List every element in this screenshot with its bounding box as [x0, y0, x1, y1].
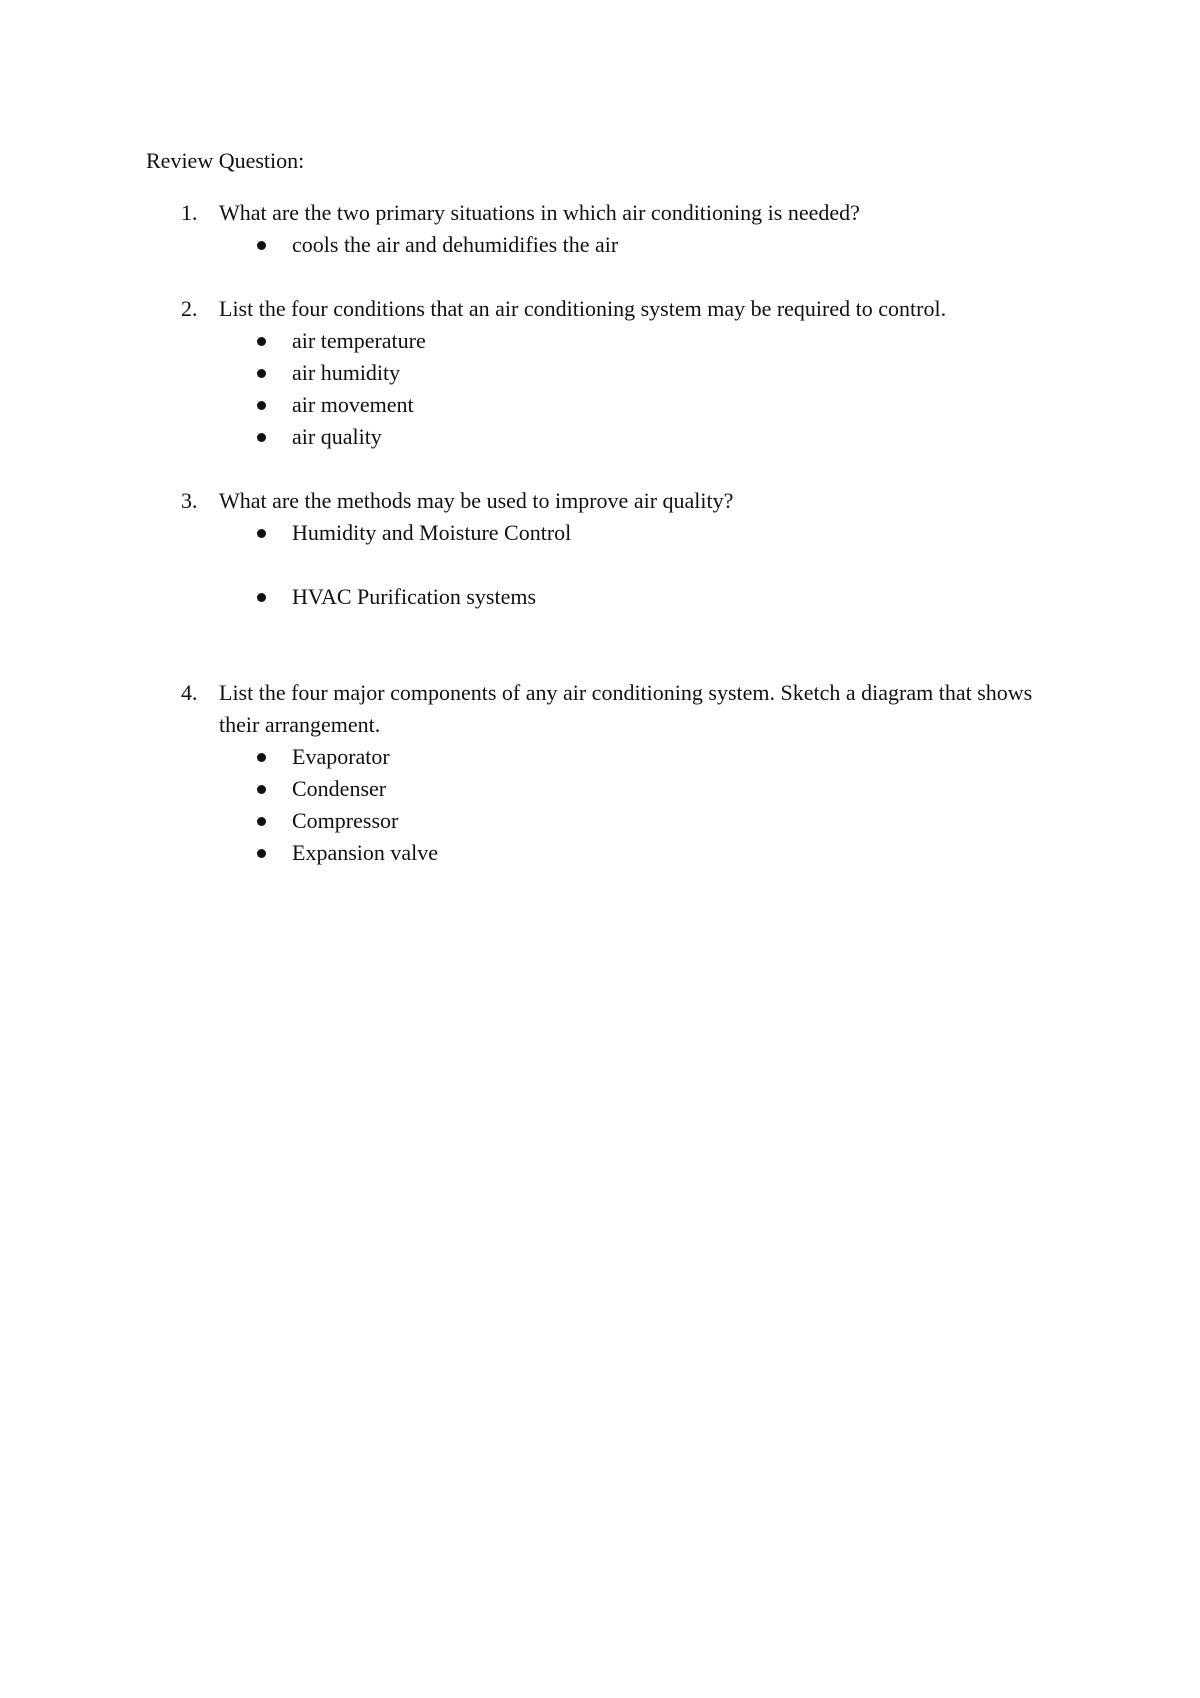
answer-text: cools the air and dehumidifies the air [292, 232, 619, 257]
answer-text: Humidity and Moisture Control [292, 520, 572, 545]
answer-text: air movement [292, 392, 414, 417]
answer-list [219, 325, 1076, 453]
bullet-icon [257, 593, 266, 602]
answer-list [219, 517, 1076, 613]
question-1 [146, 197, 1076, 261]
question-text: List the four conditions that an air conditioning system may be required to control. [219, 296, 947, 321]
question-text: What are the methods may be used to improve air quality? [219, 488, 734, 513]
list-item [219, 837, 1076, 869]
bullet-icon [257, 369, 266, 378]
answer-text: Condenser [292, 776, 387, 801]
question-list [146, 197, 1076, 869]
answer-list [219, 741, 1076, 869]
question-number: 4. [181, 680, 198, 705]
bullet-icon [257, 849, 266, 858]
answer-text: HVAC Purification systems [292, 584, 537, 609]
list-item [219, 357, 1076, 389]
list-item [219, 517, 1076, 549]
answer-text: Evaporator [292, 744, 390, 769]
list-item [219, 389, 1076, 421]
question-2 [146, 293, 1076, 453]
list-item [219, 581, 1076, 613]
bullet-icon [257, 529, 266, 538]
list-item [219, 805, 1076, 837]
question-number: 1. [181, 200, 198, 225]
question-text: List the four major components of any air conditioning system. Sketch a diagram that shows their arrangement. [219, 680, 1033, 737]
answer-text: air temperature [292, 328, 426, 353]
bullet-icon [257, 785, 266, 794]
list-item [219, 229, 1076, 261]
question-4 [146, 677, 1076, 869]
bullet-icon [257, 401, 266, 410]
answer-list [219, 229, 1076, 261]
answer-text: air humidity [292, 360, 401, 385]
bullet-icon [257, 817, 266, 826]
bullet-icon [257, 241, 266, 250]
bullet-icon [257, 433, 266, 442]
list-item [219, 325, 1076, 357]
answer-text: air quality [292, 424, 382, 449]
bullet-icon [257, 753, 266, 762]
list-item [219, 773, 1076, 805]
answer-text: Compressor [292, 808, 399, 833]
answer-text: Expansion valve [292, 840, 439, 865]
list-item [219, 741, 1076, 773]
question-3 [146, 485, 1076, 613]
bullet-icon [257, 337, 266, 346]
page-title: Review Question: [146, 148, 305, 173]
list-item [219, 421, 1076, 453]
question-number: 2. [181, 296, 198, 321]
question-text: What are the two primary situations in which air conditioning is needed? [219, 200, 860, 225]
question-number: 3. [181, 488, 198, 513]
